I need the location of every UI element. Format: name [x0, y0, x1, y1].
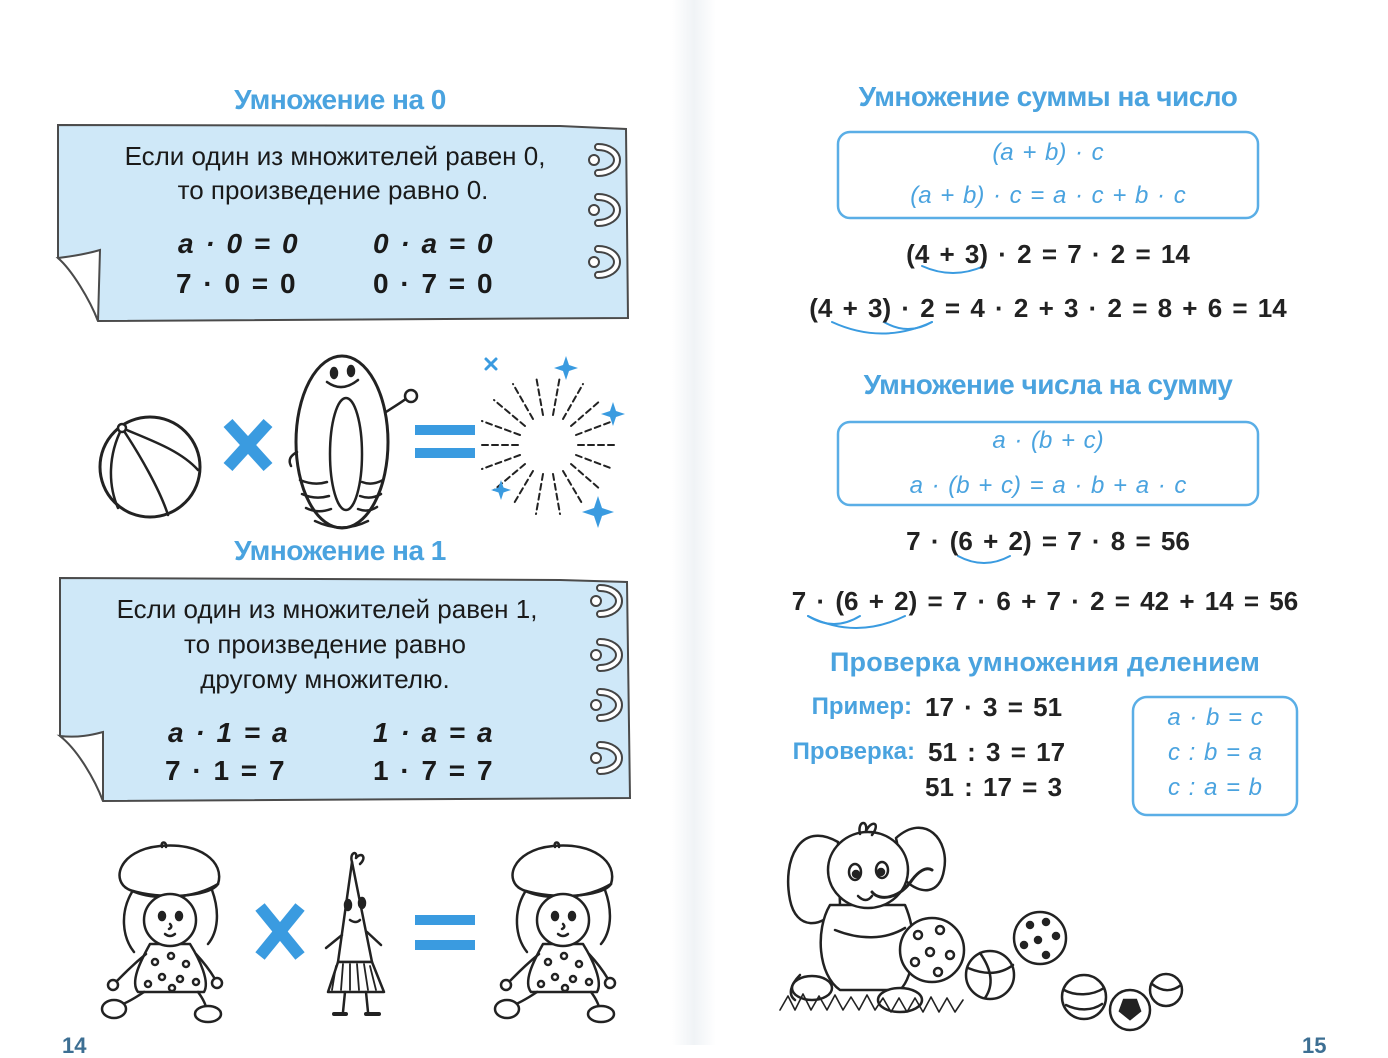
- equals-sign-icon: [415, 425, 475, 458]
- multiply-sign-icon: [260, 907, 300, 956]
- rule-statement-line: другому множителю.: [200, 664, 450, 694]
- one-character-illustration: [326, 853, 384, 1014]
- general-formula: 0 · a = 0: [373, 228, 494, 259]
- check-equation: 51 : 3 = 17: [928, 737, 1066, 767]
- example-formula: 0 · 7 = 0: [373, 268, 494, 299]
- formula-box-line: (a + b) · c: [992, 139, 1104, 166]
- balls-illustration: [966, 912, 1182, 1030]
- formula-box-line: (a + b) · c = a · c + b · c: [910, 182, 1186, 209]
- check-equation: 51 : 17 = 3: [925, 772, 1063, 802]
- example-equation: 17 · 3 = 51: [925, 692, 1063, 722]
- section-title-multiply-by-zero: Умножение на 0: [234, 84, 446, 115]
- general-formula: a · 0 = 0: [178, 228, 299, 259]
- worked-example: 7 · (6 + 2) = 7 · 8 = 56: [906, 526, 1190, 556]
- rule-statement-line: то произведение равно 0.: [177, 175, 489, 205]
- rule-statement-line: Если один из множителей равен 0,: [124, 141, 546, 171]
- section-title-division-check: Проверка умножения делением: [829, 647, 1261, 677]
- section-title-sum-times-number: Умножение суммы на число: [858, 81, 1238, 112]
- page-number-right-clip: [1302, 1033, 1346, 1058]
- multiply-sign-icon: [228, 423, 268, 467]
- rule-statement-line: Если один из множителей равен 1,: [116, 594, 538, 624]
- section-title-number-times-sum: Умножение числа на сумму: [863, 369, 1233, 400]
- doll-illustration: [102, 843, 222, 1023]
- page-number-left-clip: [62, 1033, 106, 1058]
- worked-example: (4 + 3) · 2 = 4 · 2 + 3 · 2 = 8 + 6 = 14: [809, 293, 1287, 323]
- doll-illustration: [495, 843, 615, 1023]
- book-spine: [672, 0, 716, 1045]
- zero-character-illustration: [290, 356, 417, 528]
- worked-example: 7 · (6 + 2) = 7 · 6 + 7 · 2 = 42 + 14 = 56: [791, 586, 1299, 616]
- formula-box-line: c : b = a: [1167, 739, 1263, 766]
- example-formula: 7 · 1 = 7: [165, 755, 286, 786]
- rule-statement-line: то произведение равно: [184, 629, 466, 659]
- fireworks-illustration: [480, 356, 625, 528]
- page-number-right: 15: [1302, 1033, 1327, 1058]
- formula-box-line: a · (b + c): [992, 427, 1104, 454]
- formula-box-line: a · (b + c) = a · b + a · c: [909, 472, 1187, 499]
- section-title-multiply-by-one: Умножение на 1: [234, 535, 446, 566]
- general-formula: 1 · a = a: [373, 717, 494, 748]
- formula-box-line: a · b = c: [1167, 704, 1263, 731]
- general-formula: a · 1 = a: [168, 717, 289, 748]
- ball-illustration: [100, 417, 200, 517]
- equals-sign-icon: [415, 915, 475, 950]
- worked-example: (4 + 3) · 2 = 7 · 2 = 14: [906, 239, 1190, 269]
- check-label: Проверка:: [792, 738, 915, 765]
- elephant-illustration: [780, 823, 964, 1012]
- page-number-left: 14: [62, 1033, 87, 1058]
- example-formula: 7 · 0 = 0: [176, 268, 297, 299]
- example-label: Пример:: [811, 693, 912, 720]
- example-formula: 1 · 7 = 7: [373, 755, 494, 786]
- formula-box-line: c : a = b: [1167, 774, 1263, 801]
